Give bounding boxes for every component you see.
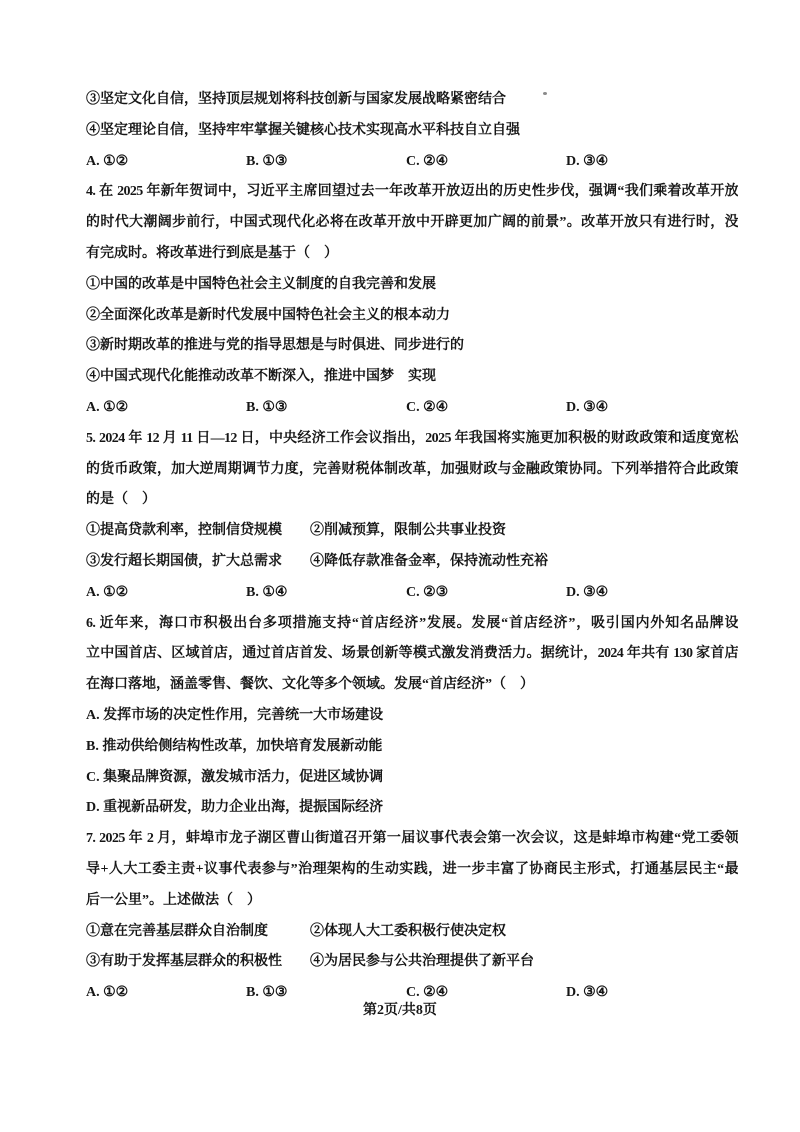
option-left: ③有助于发挥基层群众的积极性 — [86, 954, 282, 970]
answer-choice: B. ①③ — [246, 985, 288, 1001]
q6-option-c: C. 集聚品牌资源，激发城市活力，促进区域协调 — [86, 769, 384, 785]
q4-option-3: ③新时期改革的推进与党的指导思想是与时俱进、同步进行的 — [86, 338, 464, 354]
q7-option-row-1 — [86, 917, 738, 948]
q6-stem-line-2: 立中国首店、区域首店，通过首店首发、场景创新等模式激发消费活力。据统计，2024 年共有 130 家首店 — [86, 646, 738, 662]
answer-choice: D. ③④ — [566, 584, 609, 600]
answer-choice: A. ①② — [86, 584, 129, 600]
answer-choice: B. ①④ — [246, 584, 288, 600]
answer-choice: A. ①② — [86, 985, 129, 1001]
q3-option-4: ④坚定理论自信，坚持牢牢掌握关键核心技术实现高水平科技自立自强 — [86, 122, 520, 138]
q4-option-4: ④中国式现代化能推动改革不断深入，推进中国梦 实现 — [86, 369, 436, 385]
q6-stem-line-3: 在海口落地，涵盖零售、餐饮、文化等多个领域。发展“首店经济”（ ） — [86, 677, 534, 693]
q7-stem-line-2: 导+人大工委主责+议事代表参与”治理架构的生动实践，进一步丰富了协商民主形式，打通基层民主“最 — [86, 861, 738, 877]
exam-content — [86, 85, 738, 1009]
q6-stem-line-1: 6. 近年来，海口市积极出台多项措施支持“首店经济”发展。发展“首店经济”，吸引国内外知名品牌设 — [86, 615, 738, 631]
option-right: ④降低存款准备金率，保持流动性充裕 — [310, 553, 548, 569]
option-left: ③发行超长期国债，扩大总需求 — [86, 553, 282, 569]
q4-stem-line-3: 有完成时。将改革进行到底是基于（ ） — [86, 245, 338, 261]
q4-option-1: ①中国的改革是中国特色社会主义制度的自我完善和发展 — [86, 276, 436, 292]
option-left: ①提高贷款利率，控制信贷规模 — [86, 523, 282, 539]
answer-choice: B. ①③ — [246, 153, 288, 169]
q7-option-row-2 — [86, 947, 738, 978]
q3-answer-row — [86, 147, 738, 178]
answer-choice: A. ①② — [86, 399, 129, 415]
q5-option-row-1 — [86, 516, 738, 547]
answer-choice: B. ①③ — [246, 399, 288, 415]
q7-stem-line-1: 7. 2025 年 2 月，蚌埠市龙子湖区曹山街道召开第一届议事代表会第一次会议，这是蚌埠市构建“党工委领 — [86, 831, 738, 847]
q4-stem-line-2: 的时代大潮阔步前行，中国式现代化必将在改革开放中开辟更加广阔的前景”。改革开放只有进行时，没 — [86, 215, 738, 231]
answer-choice: D. ③④ — [566, 153, 609, 169]
answer-choice: C. ②④ — [406, 985, 449, 1001]
answer-choice: A. ①② — [86, 153, 129, 169]
q7-stem-line-3: 后一公里”。上述做法（ ） — [86, 892, 261, 908]
q3-option-3: ③坚定文化自信，坚持顶层规划将科技创新与国家发展战略紧密结合 — [86, 92, 506, 107]
q5-stem-line-1: 5. 2024 年 12 月 11 日—12 日，中央经济工作会议指出，2025 年我国将实施更加积极的财政政策和适度宽松 — [86, 430, 738, 446]
q5-answer-row — [86, 578, 738, 609]
q4-stem-line-1: 4. 在 2025 年新年贺词中，习近平主席回望过去一年改革开放迈出的历史性步伐，强调“我们乘着改革开放 — [86, 184, 738, 200]
answer-choice: C. ②③ — [406, 584, 449, 600]
q6-option-a: A. 发挥市场的决定性作用，完善统一大市场建设 — [86, 707, 384, 723]
answer-choice: D. ③④ — [566, 399, 609, 415]
answer-choice: C. ②④ — [406, 399, 449, 415]
q6-option-b: B. 推动供给侧结构性改革，加快培育发展新动能 — [86, 738, 383, 754]
q4-option-2: ②全面深化改革是新时代发展中国特色社会主义的根本动力 — [86, 307, 450, 323]
answer-choice: C. ②④ — [406, 153, 449, 169]
q4-answer-row — [86, 393, 738, 424]
answer-choice: D. ③④ — [566, 985, 609, 1001]
q5-stem-line-2: 的货币政策，加大逆周期调节力度，完善财税体制改革，加强财政与金融政策协同。下列举措符合此政策 — [86, 461, 738, 477]
option-right: ④为居民参与公共治理提供了新平台 — [310, 954, 534, 970]
q6-option-d: D. 重视新品研发，助力企业出海，提振国际经济 — [86, 800, 384, 816]
q5-option-row-2 — [86, 547, 738, 578]
option-left: ①意在完善基层群众自治制度 — [86, 923, 268, 939]
page-footer: 第2页/共8页 — [363, 1003, 437, 1018]
option-right: ②体现人大工委积极行使决定权 — [310, 923, 506, 939]
option-right: ②削减预算，限制公共事业投资 — [310, 523, 506, 539]
q5-stem-line-3: 的是（ ） — [86, 492, 156, 508]
